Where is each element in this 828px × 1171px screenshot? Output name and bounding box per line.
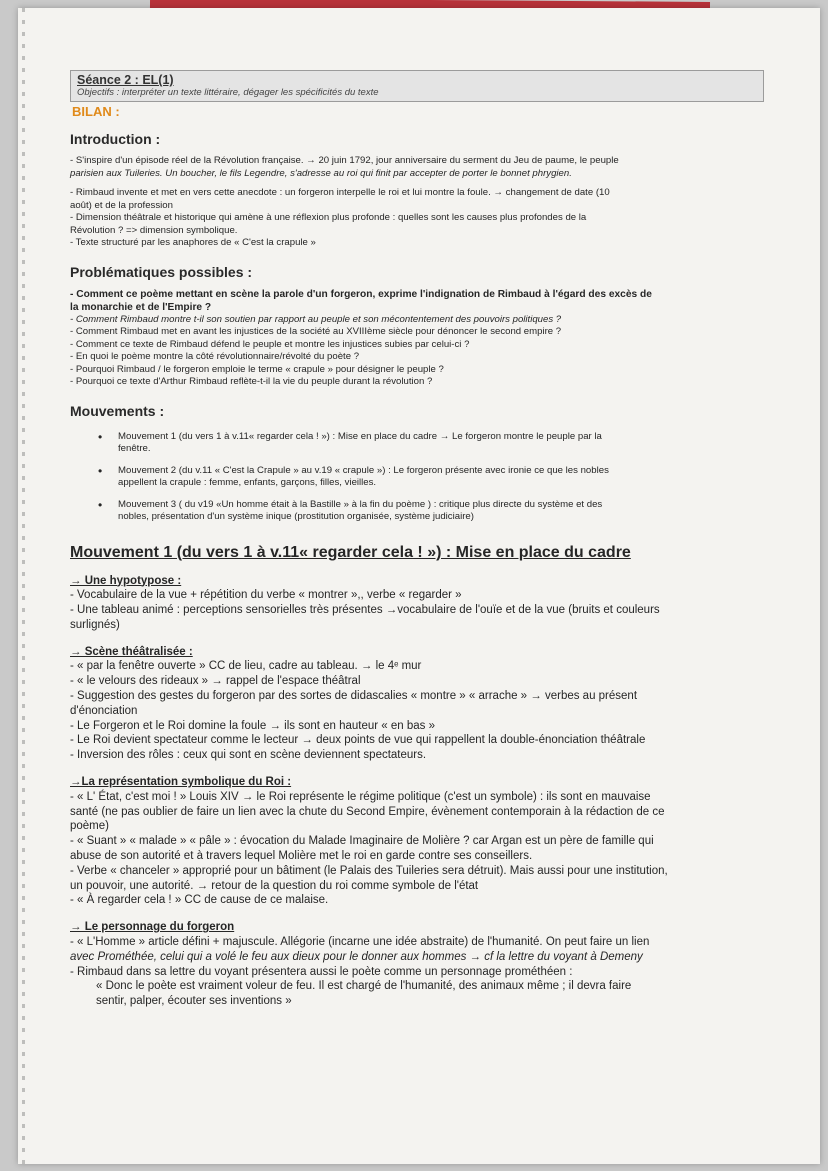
- prob-line: - Comment Rimbaud montre t-il son soutien par rapport au peuple et son mécontentement des pouvoirs politiques ?: [70, 313, 562, 325]
- intro-line: - Texte structuré par les anaphores de « C'est la crapule »: [70, 237, 316, 248]
- section-line: - « L' État, c'est moi ! » Louis XIV → le Roi représente le régime politique (c'est un symbole) : ils sont en mauvaise: [70, 790, 651, 803]
- intro-line: août) et de la profession: [70, 199, 173, 211]
- section-heading: → Une hypotypose :: [70, 574, 182, 587]
- mouvement-line: • Mouvement 3 ( du v19 «Un homme était à la Bastille » à la fin du poème ) : critique plus directe du système et des: [118, 498, 603, 510]
- section-line: surlignés): [70, 618, 120, 631]
- prob-line: - Comment Rimbaud met en avant les injustices de la société au XVIIIème siècle pour dénoncer le second empire ?: [70, 326, 562, 337]
- mouvement1-body: [70, 574, 760, 1010]
- section-line: - « le velours des rideaux » → rappel de l'espace théâtral: [70, 675, 361, 688]
- mouvement-line: fenêtre.: [118, 443, 151, 454]
- bilan-label: BILAN :: [72, 104, 120, 119]
- intro-line: - Dimension théâtrale et historique qui amène à une réflexion plus profonde : quelles sont les causes plus profondes de la: [70, 212, 587, 223]
- section-line: - Le Forgeron et le Roi domine la foule → ils sont en hauteur « en bas »: [70, 719, 436, 732]
- objectifs-line: Objectifs : interpréter un texte littéraire, dégager les spécificités du texte: [77, 87, 379, 98]
- section-line: santé (ne pas oublier de faire un lien avec la chute du Second Empire, évènement contemporain à la rédaction de ce: [70, 805, 665, 818]
- mouvements-list: [70, 431, 760, 524]
- prob-line: - Pourquoi Rimbaud / le forgeron emploie le terme « crapule » pour désigner le peuple ?: [70, 363, 444, 375]
- prob-line: - Pourquoi ce texte d'Arthur Rimbaud reflète-t-il la vie du peuple durant la révolution ?: [70, 376, 433, 387]
- mouvements-title: Mouvements :: [70, 402, 165, 419]
- quote-line: sentir, palper, écouter ses inventions »: [96, 995, 292, 1008]
- section-hypotypose: [70, 574, 760, 633]
- section-line: - Verbe « chanceler » approprié pour un bâtiment (le Palais des Tuileries sera détruit). Mais aussi pour une institution,: [70, 864, 668, 877]
- section-line: - Rimbaud dans sa lettre du voyant présentera aussi le poète comme un personnage prométhéen :: [70, 965, 573, 978]
- list-item: [118, 499, 760, 524]
- section-line: - Inversion des rôles : ceux qui sont en scène deviennent spectateurs.: [70, 749, 427, 762]
- section-line: - Vocabulaire de la vue + répétition du verbe « montrer »,, verbe « regarder »: [70, 589, 462, 602]
- section-heading: → Scène théâtralisée :: [70, 645, 193, 658]
- section-personnage-forgeron: [70, 920, 760, 1009]
- quote-line: « Donc le poète est vraiment voleur de feu. Il est chargé de l'humanité, des animaux même ; il devra faire: [96, 980, 632, 993]
- prob-line: - En quoi le poème montre la côté révolutionnaire/révolté du poète ?: [70, 351, 360, 362]
- list-item: [118, 431, 760, 456]
- problematiques-text: [70, 288, 760, 389]
- header-box: [70, 70, 764, 102]
- intro-line: - S'inspire d'un épisode réel de la Révolution française. → 20 juin 1792, jour anniversaire du serment du Jeu de paume, le peuple: [70, 155, 619, 166]
- section-line: avec Prométhée, celui qui a volé le feu aux dieux pour le donner aux hommes → cf la lettre du voyant à Demeny: [70, 950, 643, 963]
- section-line: - « Suant » « malade » « pâle » : évocation du Malade Imaginaire de Molière ? car Argan est un père de famille qui: [70, 835, 654, 848]
- intro-line: Révolution ? => dimension symbolique.: [70, 224, 238, 236]
- section-line: - « par la fenêtre ouverte » CC de lieu, cadre au tableau. → le 4ᵉ mur: [70, 660, 422, 673]
- section-line: - Suggestion des gestes du forgeron par des sortes de didascalies « montre » « arrache » → verbes au présent: [70, 690, 638, 703]
- prob-main-line: la monarchie et de l'Empire ?: [70, 301, 212, 313]
- section-line: - Une tableau animé : perceptions sensorielles très présentes →vocabulaire de l'ouïe et de la vue (bruits et couleurs: [70, 604, 660, 617]
- intro-line: parisien aux Tuileries. Un boucher, le fils Legendre, s'adresse au roi qui finit par accepter de porter le bonnet phrygien.: [70, 167, 572, 179]
- seance-title: Séance 2 : EL(1): [77, 73, 174, 87]
- introduction-title: Introduction :: [70, 131, 161, 147]
- list-item: [118, 465, 760, 490]
- problematiques-title: Problématiques possibles :: [70, 263, 253, 280]
- section-line: abuse de son autorité et à travers lequel Molière met le roi en garde contre ses conseillers.: [70, 850, 533, 863]
- section-scene-theatralisee: [70, 645, 760, 763]
- section-line: - « À regarder cela ! » CC de cause de ce malaise.: [70, 894, 329, 907]
- document-page: [18, 8, 820, 1164]
- section-line: - « L'Homme » article défini + majuscule. Allégorie (incarne une idée abstraite) de l'humanité. On peut faire un lien: [70, 936, 650, 949]
- prob-line: - Comment ce texte de Rimbaud défend le peuple et montre les injustices subies par celui-ci ?: [70, 338, 470, 350]
- section-line: d'énonciation: [70, 704, 138, 717]
- mouvement-line: appellent la crapule : femme, enfants, garçons, filles, vieilles.: [118, 477, 377, 488]
- prob-main-line: - Comment ce poème mettant en scène la parole d'un forgeron, exprime l'indignation de Rimbaud à l'égard des excès de: [70, 288, 652, 300]
- section-heading: → Le personnage du forgeron: [70, 921, 235, 934]
- introduction-text: [70, 155, 760, 250]
- section-line: un pouvoir, une autorité. → retour de la question du roi comme symbole de l'état: [70, 879, 479, 892]
- section-line: poème): [70, 820, 109, 833]
- mouvement-line: • Mouvement 1 (du vers 1 à v.11« regarder cela ! ») : Mise en place du cadre → Le forgeron montre le peuple par la: [118, 430, 602, 442]
- section-line: - Le Roi devient spectateur comme le lecteur → deux points de vue qui rappellent la double-énonciation théâtrale: [70, 734, 646, 747]
- intro-line: - Rimbaud invente et met en vers cette anecdote : un forgeron interpelle le roi et lui montre la foule. → changement de date (10: [70, 187, 610, 198]
- mouvement-line: • Mouvement 2 (du v.11 « C'est la Crapule » au v.19 « crapule ») : Le forgeron présente avec ironie ce que les nobles: [118, 464, 609, 476]
- section-heading: →La représentation symbolique du Roi :: [70, 776, 292, 789]
- mouvement1-title: Mouvement 1 (du vers 1 à v.11« regarder cela ! ») : Mise en place du cadre: [70, 543, 631, 561]
- mouvement-line: nobles, présentation d'un système inique (prostitution organisée, système judiciaire): [118, 511, 474, 522]
- section-representation-roi: [70, 775, 760, 908]
